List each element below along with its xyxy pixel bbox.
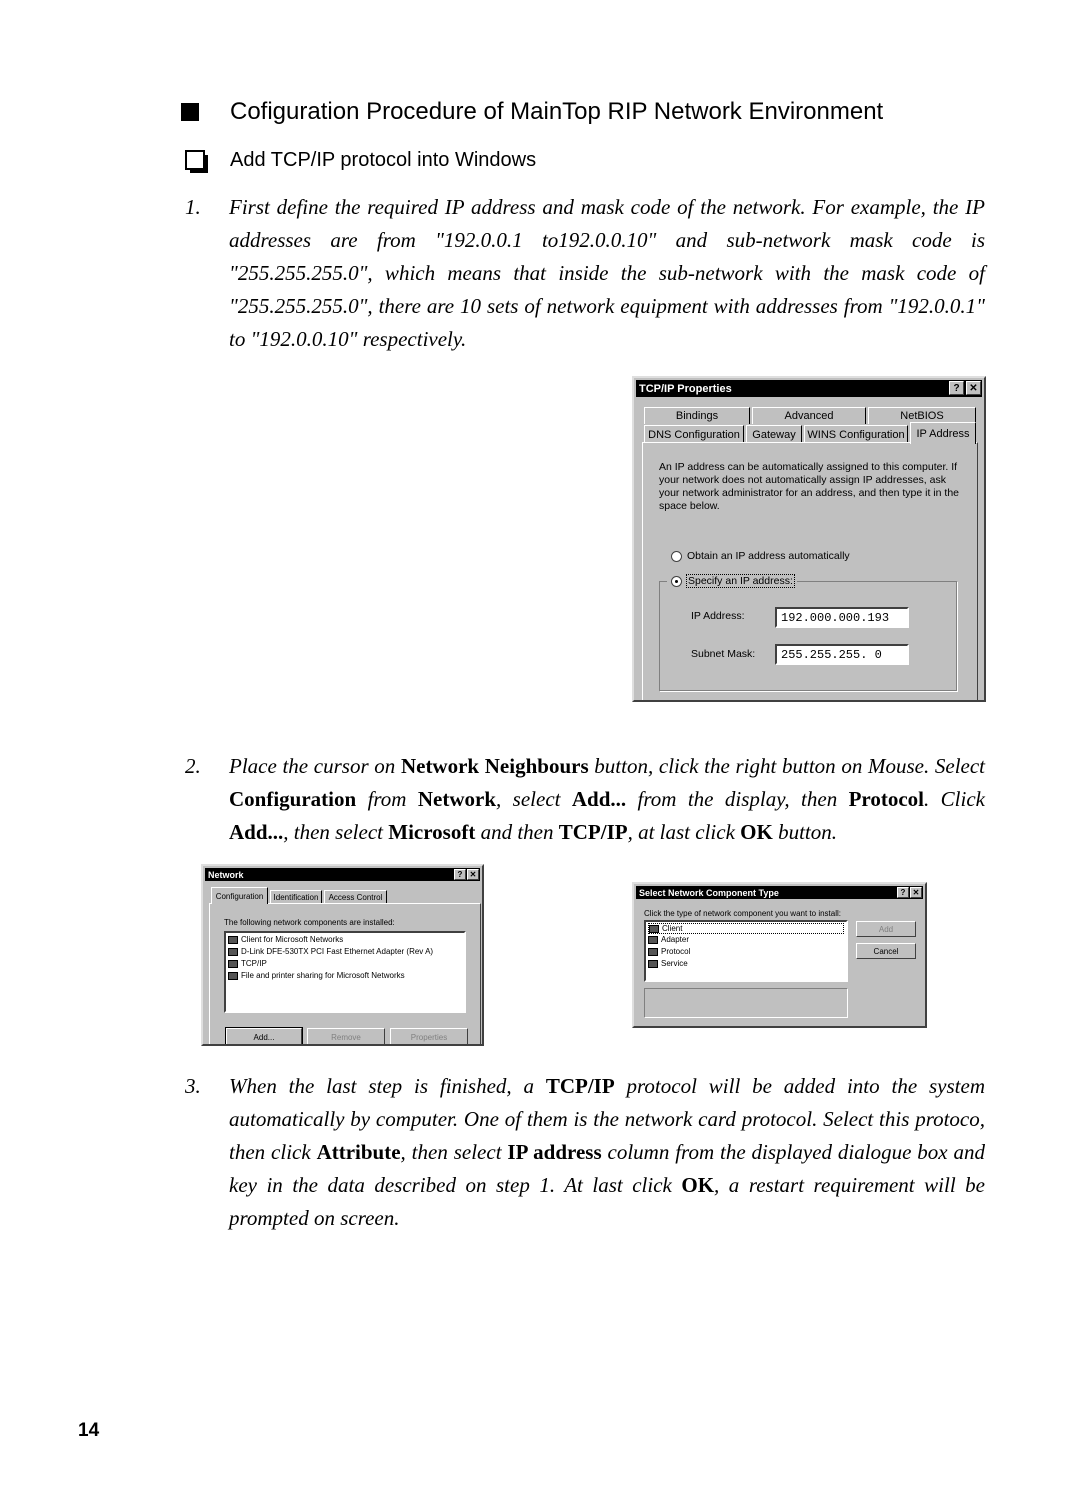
bold-run: Protocol <box>848 787 925 811</box>
help-button[interactable]: ? <box>897 887 909 898</box>
list-item-label: Adapter <box>661 935 690 944</box>
list-item-label: File and printer sharing for Microsoft Networks <box>241 971 405 980</box>
list-item-label: Service <box>661 959 688 968</box>
bold-run: Add... <box>229 820 284 844</box>
list-item[interactable] <box>228 959 267 968</box>
select-component-dialog <box>632 882 927 1028</box>
specify-ip-label: Specify an IP address: <box>688 575 793 587</box>
tab-bindings[interactable]: Bindings <box>644 407 750 424</box>
bold-run: Attribute <box>316 1140 401 1164</box>
cancel-button[interactable]: Cancel <box>856 943 916 959</box>
list-item-label: Client for Microsoft Networks <box>241 935 344 944</box>
tab-ip-address[interactable]: IP Address <box>910 422 976 444</box>
tab-gateway[interactable]: Gateway <box>746 425 802 443</box>
subnet-mask-label: Subnet Mask: <box>691 648 756 660</box>
text-run: from the display, then <box>626 787 849 811</box>
text-run: , select <box>496 787 572 811</box>
section-heading <box>181 96 883 128</box>
text-run: , a restart requirement will be prompted on screen. <box>229 1173 985 1230</box>
network-dialog <box>201 864 484 1046</box>
step-number: 2. <box>185 754 201 778</box>
list-item[interactable] <box>228 971 405 980</box>
list-item-label: Protocol <box>661 947 691 956</box>
list-item[interactable] <box>648 935 689 944</box>
tab-access-control[interactable]: Access Control <box>324 890 387 904</box>
tab-panel <box>209 903 481 1046</box>
list-item[interactable] <box>228 935 343 944</box>
components-list[interactable] <box>224 931 466 1013</box>
help-button[interactable]: ? <box>454 869 466 880</box>
add-button[interactable]: Add <box>856 921 916 937</box>
component-caption: Click the type of network component you want to install: <box>644 909 841 918</box>
bold-run: OK <box>681 1173 715 1197</box>
tab-advanced[interactable]: Advanced <box>752 407 866 424</box>
dialog-title: Network <box>208 869 244 880</box>
step-text <box>229 1070 985 1235</box>
dialog-titlebar <box>636 380 982 397</box>
bold-run: Microsoft <box>388 820 476 844</box>
component-type-list[interactable] <box>644 920 848 982</box>
text-run: from <box>356 787 418 811</box>
close-button[interactable]: ✕ <box>966 381 981 395</box>
service-icon <box>228 972 238 980</box>
subheading-text: Add TCP/IP protocol into Windows <box>230 148 537 171</box>
tab-wins-configuration[interactable]: WINS Configuration <box>804 425 908 443</box>
tab-identification[interactable]: Identification <box>270 890 322 904</box>
bold-run: TCP/IP <box>558 820 628 844</box>
bold-run: OK <box>740 820 773 844</box>
close-button[interactable]: ✕ <box>910 887 922 898</box>
text-run: , then select <box>283 820 389 844</box>
list-item[interactable] <box>648 959 688 968</box>
text-run: , then select <box>400 1140 508 1164</box>
service-icon <box>648 960 658 968</box>
dialog-title: Select Network Component Type <box>639 887 779 898</box>
client-icon <box>649 925 659 933</box>
list-item-label: D-Link DFE-530TX PCI Fast Ethernet Adapter (Rev A) <box>241 947 434 956</box>
square-bullet-icon <box>181 103 199 121</box>
step-number: 1. <box>185 195 201 219</box>
ip-address-field[interactable]: 192.000.000.193 <box>775 607 909 628</box>
obtain-ip-radio[interactable] <box>671 551 682 562</box>
adapter-icon <box>228 948 238 956</box>
tab-configuration[interactable]: Configuration <box>211 887 268 904</box>
dialog-title: TCP/IP Properties <box>639 382 732 395</box>
text-run: button, click the right button on Mouse. Select <box>588 754 986 778</box>
description-box <box>644 988 848 1018</box>
specify-ip-radio[interactable] <box>671 576 682 587</box>
text-run: and then <box>475 820 559 844</box>
bold-run: IP address <box>507 1140 602 1164</box>
protocol-icon <box>648 948 658 956</box>
ip-address-label: IP Address: <box>691 610 745 622</box>
adapter-icon <box>648 936 658 944</box>
protocol-icon <box>228 960 238 968</box>
bold-run: Network Neighbours <box>400 754 589 778</box>
text-run: button. <box>772 820 837 844</box>
bold-run: Add... <box>571 787 627 811</box>
page-number: 14 <box>78 1420 100 1441</box>
client-icon <box>228 936 238 944</box>
step-text <box>229 750 985 849</box>
text-run: When the last step is finished, a <box>229 1074 546 1098</box>
tcpip-properties-dialog <box>632 376 986 702</box>
list-item[interactable] <box>648 947 690 956</box>
subsection-heading <box>185 147 536 173</box>
tab-dns-configuration[interactable]: DNS Configuration <box>644 425 744 443</box>
heading-text: Cofiguration Procedure of MainTop RIP Network Environment <box>230 98 884 125</box>
dialog-titlebar <box>636 886 923 899</box>
checkbox-bullet-icon <box>185 150 205 170</box>
properties-button[interactable]: Properties <box>390 1028 468 1046</box>
step-text: First define the required IP address and mask code of the network. For example, the IP addresses are from "192.0.0.1 to192.0.0.10" and sub-network mask code is "255.255.255.0", which means that inside the sub-network with the mask code of "255.255.255.0", there are 10 sets of network equipment with addresses from "192.0.0.1" to "192.0.0.10" respectively. <box>229 195 985 351</box>
tab-netbios[interactable]: NetBIOS <box>868 407 976 424</box>
text-run: . Click <box>924 787 985 811</box>
text-run: protocol will be added into the system automatically by computer. One of them is the network card protocol. Select this protoco, then click <box>229 1074 985 1164</box>
ip-description: An IP address can be automatically assigned to this computer. If your network does not automatically assign IP addresses, ask your network administrator for an address, and then type it in the space below. <box>659 461 959 512</box>
specify-ip-groupbox <box>659 581 957 691</box>
components-caption: The following network components are installed: <box>224 918 395 927</box>
tab-panel <box>642 442 978 702</box>
text-run: Place the cursor on <box>229 754 401 778</box>
dialog-titlebar <box>205 868 480 881</box>
bold-run: TCP/IP <box>545 1074 615 1098</box>
bold-run: Network <box>417 787 497 811</box>
close-button[interactable]: ✕ <box>467 869 479 880</box>
text-run: , at last click <box>627 820 741 844</box>
list-item[interactable] <box>228 947 433 956</box>
remove-button[interactable]: Remove <box>307 1028 385 1046</box>
obtain-ip-label: Obtain an IP address automatically <box>687 550 850 562</box>
list-item[interactable] <box>648 923 844 934</box>
add-button[interactable]: Add... <box>226 1028 302 1046</box>
subnet-mask-field[interactable]: 255.255.255. 0 <box>775 644 909 665</box>
list-item-label: Client <box>662 924 683 933</box>
step-number: 3. <box>185 1074 201 1098</box>
bold-run: Configuration <box>229 787 357 811</box>
help-button[interactable]: ? <box>949 381 964 395</box>
list-item-label: TCP/IP <box>241 959 267 968</box>
text-run: column from the displayed dialogue box and key in the data described on step 1. At last click <box>229 1140 985 1197</box>
